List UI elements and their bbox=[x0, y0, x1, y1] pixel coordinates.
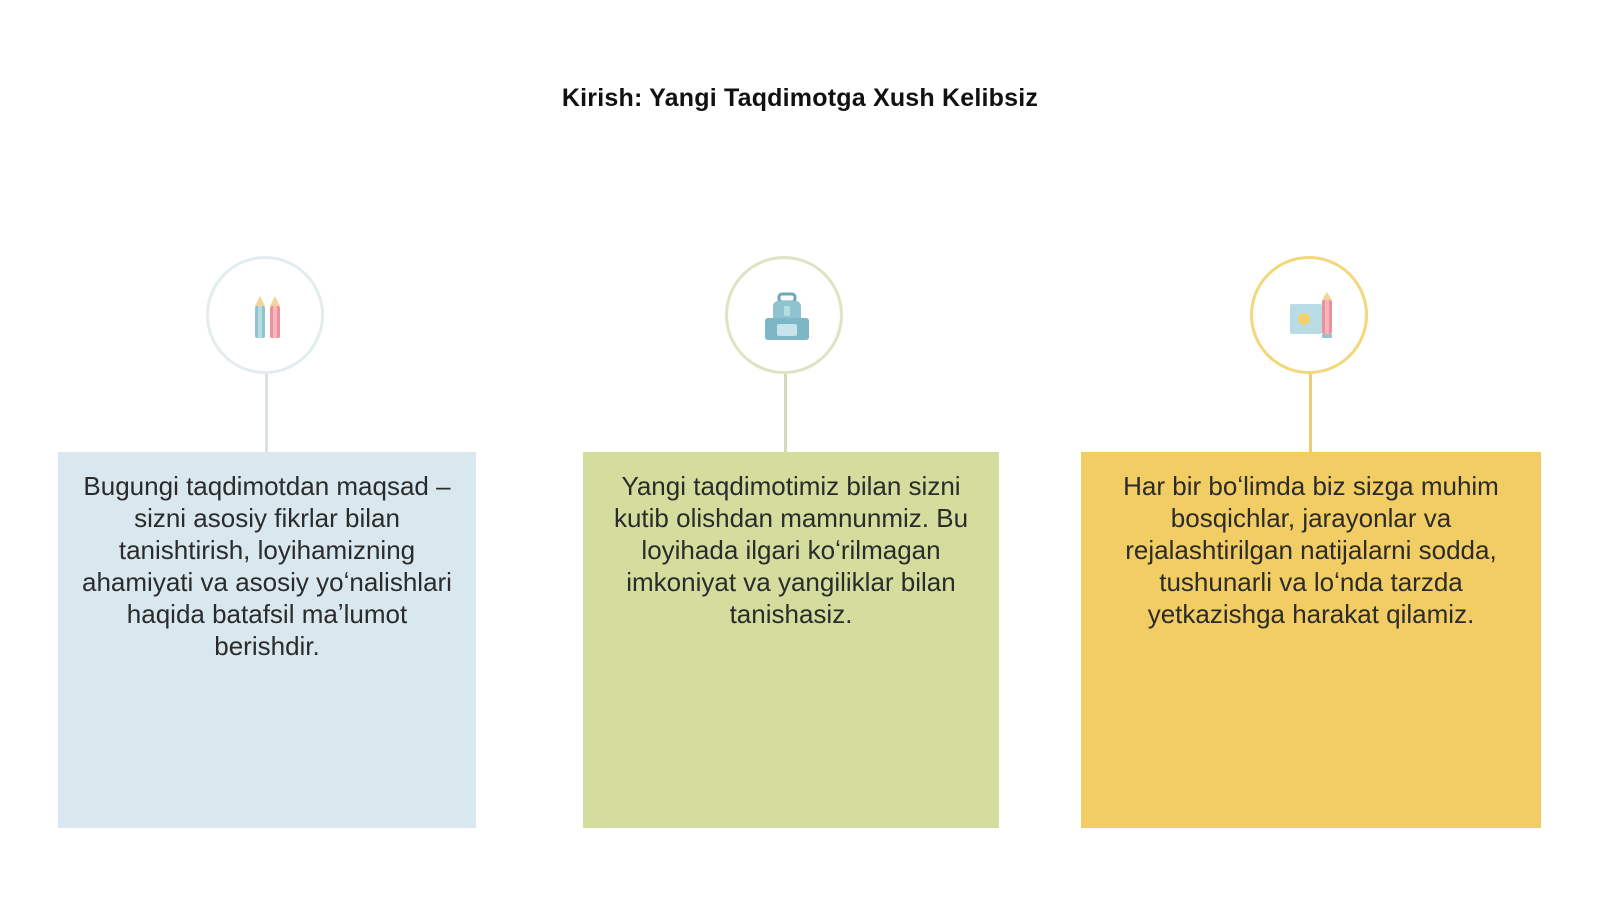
backpack-icon bbox=[757, 288, 817, 348]
info-card-3 bbox=[1081, 452, 1541, 828]
icon-circle-1 bbox=[206, 256, 324, 374]
card-text-2: Yangi taqdimotimiz bilan sizni kutib olishdan mamnunmiz. Bu loyihada ilgari koʻrilmagan imkoniyat va yangiliklar bilan tanishasiz. bbox=[613, 471, 969, 629]
connector-line-2 bbox=[784, 374, 787, 452]
card-text-1: Bugungi taqdimotdan maqsad – sizni asosiy fikrlar bilan tanishtirish, loyihamizning ahamiyati va asosiy yoʻnalishlari haqida batafsil maʼlumot berishdir. bbox=[82, 471, 452, 661]
icon-circle-2 bbox=[725, 256, 843, 374]
picture-pencil-icon bbox=[1282, 288, 1342, 348]
card-text-3: Har bir boʻlimda biz sizga muhim bosqichlar, jarayonlar va rejalashtirilgan natijalarni sodda, tushunarli va loʻnda tarzda yetkazishga harakat qilamiz. bbox=[1123, 471, 1499, 629]
pencils-icon bbox=[238, 288, 298, 348]
info-card-1 bbox=[58, 452, 476, 828]
icon-circle-3 bbox=[1250, 256, 1368, 374]
connector-line-1 bbox=[265, 374, 268, 452]
info-card-2 bbox=[583, 452, 999, 828]
connector-line-3 bbox=[1309, 374, 1312, 452]
slide-title: Kirish: Yangi Taqdimotga Xush Kelibsiz bbox=[561, 84, 1039, 112]
